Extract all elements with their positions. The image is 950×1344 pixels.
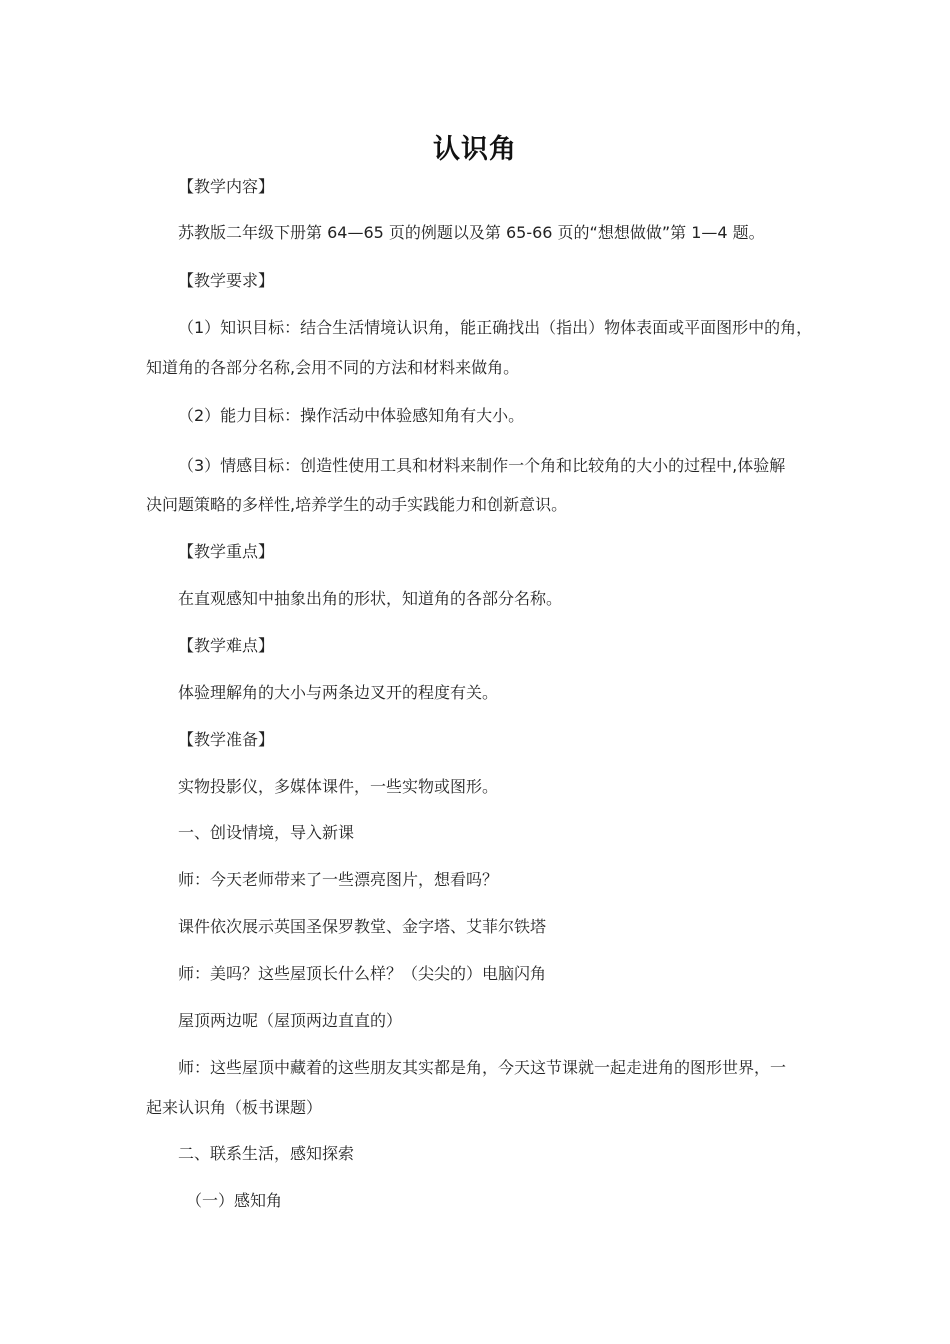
paragraph-teacher-1: 师：今天老师带来了一些漂亮图片，想看吗？	[178, 870, 499, 889]
section-heading-2: 二、联系生活，感知探索	[178, 1144, 355, 1163]
paragraph-difficulties: 体验理解角的大小与两条边叉开的程度有关。	[178, 683, 499, 702]
paragraph-ability-goal: （2）能力目标：操作活动中体验感知角有大小。	[178, 406, 525, 425]
paragraph-key-points: 在直观感知中抽象出角的形状，知道角的各部分名称。	[178, 589, 563, 608]
subsection-heading-1: （一）感知角	[186, 1191, 283, 1210]
paragraph-content: 苏教版二年级下册第 64—65 页的例题以及第 65-66 页的“想想做做”第 1—4 题。	[178, 223, 765, 242]
paragraph-teacher-3: 师：这些屋顶中藏着的这些朋友其实都是角，今天这节课就一起走进角的图形世界，一	[178, 1058, 787, 1077]
heading-teaching-content: 【教学内容】	[178, 177, 275, 196]
paragraph-teacher-2: 师：美吗？这些屋顶长什么样？（尖尖的）电脑闪角	[178, 964, 547, 983]
heading-teaching-requirements: 【教学要求】	[178, 271, 275, 290]
paragraph-courseware: 课件依次展示英国圣保罗教堂、金字塔、艾菲尔铁塔	[178, 917, 547, 936]
paragraph-roof-sides: 屋顶两边呢（屋顶两边直直的）	[178, 1011, 403, 1030]
paragraph-knowledge-goal: （1）知识目标：结合生活情境认识角，能正确找出（指出）物体表面或平面图形中的角，	[178, 318, 813, 337]
heading-difficulties: 【教学难点】	[178, 636, 275, 655]
heading-preparation: 【教学准备】	[178, 730, 275, 749]
paragraph-preparation: 实物投影仪，多媒体课件，一些实物或图形。	[178, 777, 499, 796]
paragraph-emotion-goal-cont: 决问题策略的多样性,培养学生的动手实践能力和创新意识。	[146, 495, 568, 514]
section-heading-1: 一、创设情境，导入新课	[178, 823, 355, 842]
paragraph-emotion-goal: （3）情感目标：创造性使用工具和材料来制作一个角和比较角的大小的过程中,体验解	[178, 456, 786, 475]
paragraph-teacher-3-cont: 起来认识角（板书课题）	[146, 1098, 323, 1117]
document-title: 认识角	[433, 134, 517, 165]
heading-key-points: 【教学重点】	[178, 542, 275, 561]
paragraph-knowledge-goal-cont: 知道角的各部分名称,会用不同的方法和材料来做角。	[146, 358, 520, 377]
